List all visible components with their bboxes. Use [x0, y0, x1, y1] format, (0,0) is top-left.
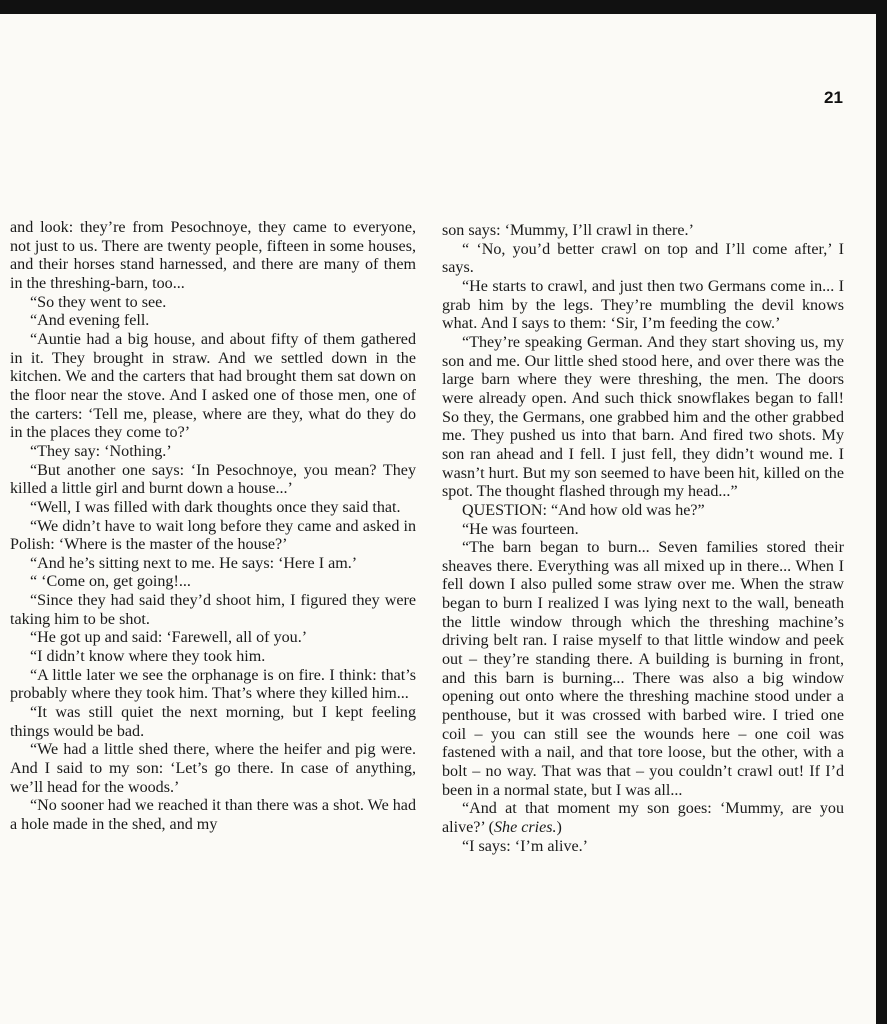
paragraph: “They’re speaking German. And they start shoving us, my son and me. Our little shed stood here, and over there was the large barn where they were threshing, the men. The doors were already open. And such thick snowflakes began to fall! So they, the Germans, one grabbed him and the other grabbed me. They pushed us into that barn. And fired two shots. My son ran ahead and I fell. I just fell, they didn’t wound me. I wasn’t hurt. But my son seemed to have been hit, killed on the spot. The thought flashed through my head...” [442, 333, 844, 501]
paragraph: son says: ‘Mummy, I’ll crawl in there.’ [442, 222, 694, 239]
paragraph: “We had a little shed there, where the heifer and pig were. And I said to my son: ‘Let’s go there. In case of anything, we’ll head for the woods.’ [10, 741, 416, 796]
page-number: 21 [824, 88, 843, 107]
paragraph: “He was fourteen. [462, 520, 579, 538]
paragraph: “ ‘Come on, get going!... [30, 573, 191, 591]
paragraph: “We didn’t have to wait long before they came and asked in Polish: ‘Where is the master of the house?’ [10, 517, 416, 554]
right-column [442, 222, 844, 856]
paragraph: QUESTION: “And how old was he?” [462, 501, 705, 519]
paragraph: “And evening fell. [30, 312, 150, 330]
paragraph: and look: they’re from Pesochnoye, they came to everyone, not just to us. There are twenty people, fifteen in some houses, and their horses stand harnessed, and there are many of them in the threshing-barn, too... [10, 219, 416, 292]
paragraph: “So they went to see. [30, 293, 167, 311]
paragraph: “He got up and said: ‘Farewell, all of you.’ [30, 629, 308, 647]
paragraph: “They say: ‘Nothing.’ [30, 442, 172, 460]
paragraph: “A little later we see the orphanage is on fire. I think: that’s probably where they took him. That’s where they killed him... [10, 666, 416, 703]
paragraph: “I didn’t know where they took him. [30, 648, 266, 666]
paragraph: “I says: ‘I’m alive.’ [462, 837, 589, 855]
paragraph: “It was still quiet the next morning, but I kept feeling things would be bad. [10, 704, 416, 740]
paragraph: “The barn began to burn... Seven families stored their sheaves there. Everything was all mixed up in there... When I fell down I also pulled some straw over me. When the straw began to burn I realized I was lying next to the wall, beneath the little window through which the threshing machine’s driving belt ran. I raise myself to that little window and peek out – they’re standing there. A building is burning in front, and this barn is burning... There was also a big window opening out onto where the threshing machine stood under a penthouse, but it was crossed with barbed wire. I tried one coil – you can still see the wounds here – one coil was fastened with a nail, and that tore loose, but the other, with a bolt – no way. That was that – you couldn’t crawl out! If I’d been in a normal state, but I was all... [442, 539, 844, 799]
paragraph: “But another one says: ‘In Pesochnoye, you mean? They killed a little girl and burnt down a house...’ [10, 461, 416, 498]
paragraph: “And he’s sitting next to me. He says: ‘Here I am.’ [30, 554, 358, 572]
paragraph: “Well, I was filled with dark thoughts once they said that. [30, 498, 401, 516]
left-column [10, 219, 416, 835]
paragraph: “Auntie had a big house, and about fifty of them gathered in it. They brought in straw. And we settled down in the kitchen. We and the carters that had brought them sat down on the floor near the stove. And I asked one of those men, one of the carters: ‘Tell me, please, where are they, what do they do in the places they come to?’ [10, 330, 416, 442]
paragraph: “No sooner had we reached it than there was a shot. We had a hole made in the shed, and my [10, 797, 416, 833]
stage-direction: She cries. [493, 819, 557, 836]
paragraph: “Since they had said they’d shoot him, I figured they were taking him to be shot. [10, 592, 416, 628]
paragraph: “ ‘No, you’d better crawl on top and I’ll come after,’ I says. [442, 240, 844, 277]
paragraph: “He starts to crawl, and just then two Germans come in... I grab him by the legs. They’re mumbling the devil knows what. And I says to them: ‘Sir, I’m feeding the cow.’ [442, 277, 844, 333]
paragraph: “And at that moment my son goes: ‘Mummy, are you alive?’ (She cries.) [442, 800, 844, 836]
